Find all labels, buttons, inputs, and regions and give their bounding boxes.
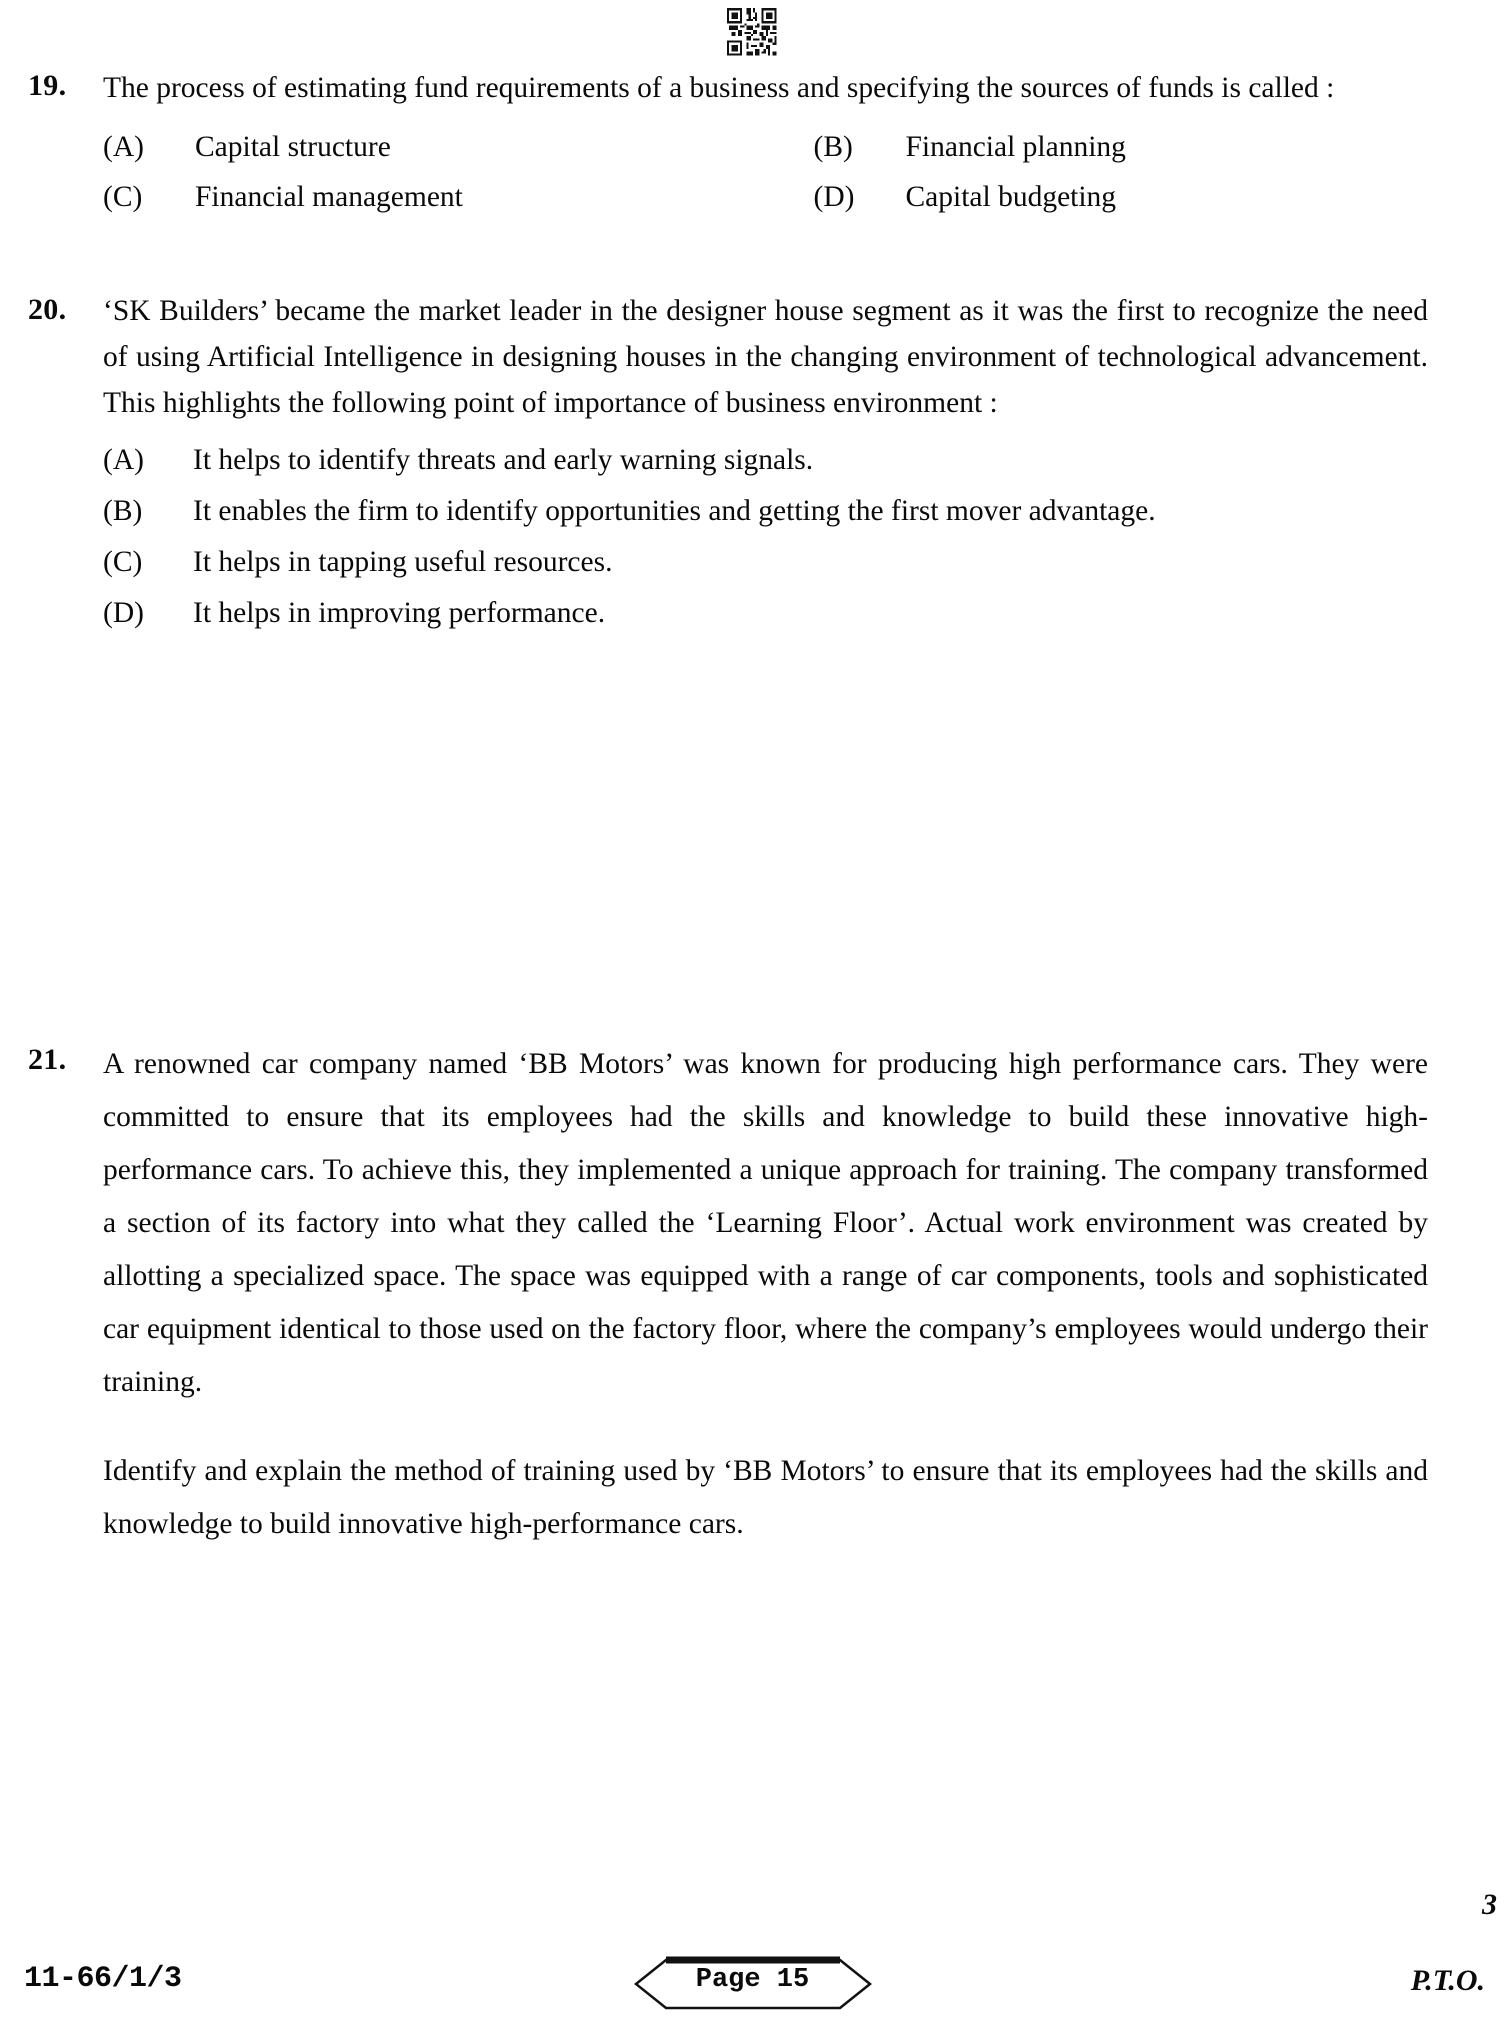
pto-label: P.T.O. [1410, 1964, 1485, 1997]
option-label: (A) [103, 131, 144, 163]
page-number-badge [632, 1956, 874, 2012]
option-label: (C) [103, 181, 143, 213]
option-c[interactable] [103, 172, 766, 222]
option-label: (A) [103, 444, 144, 476]
option-value: Financial planning [905, 131, 1126, 163]
option-value: It helps in improving performance. [193, 597, 606, 629]
question-number: 19. [28, 69, 67, 102]
option-label: (C) [103, 546, 143, 578]
options-grid [103, 122, 1428, 222]
case-study-paragraph-1: A renowned car company named ‘BB Motors’ was known for producing high performance cars. They were committed to ensure that its employees had the skills and knowledge to build these innovative high-performance cars. To achieve this, they implemented a unique approach for training. The company transformed a section of its factory into what they called the ‘Learning Floor’. Actual work environment was created by allotting a specialized space. The space was equipped with a range of car components, tools and sophisticated car equipment identical to those used on the factory floor, where the company’s employees would undergo their training. [103, 1048, 1428, 1398]
question-text: ‘SK Builders’ became the market leader in the designer house segment as it was the first to recognize the need of using Artificial Intelligence in designing houses in the changing environment of technological advancement. This highlights the following point of importance of business environment : [103, 295, 1428, 419]
option-a[interactable] [103, 436, 1428, 485]
question-block-21 [28, 1038, 1428, 1551]
option-value: It helps in tapping useful resources. [193, 546, 613, 578]
paper-code: 11-66/1/3 [24, 1962, 182, 1996]
qr-code-icon [716, 6, 792, 60]
option-label: (B) [103, 495, 143, 527]
option-a[interactable] [103, 122, 766, 172]
paragraph-spacer [103, 1409, 1428, 1445]
page-number-label: Page 15 [695, 1965, 810, 1995]
question-number: 20. [28, 293, 67, 326]
question-number: 21. [28, 1043, 67, 1076]
option-value: It helps to identify threats and early warning signals. [193, 444, 814, 476]
option-d[interactable] [766, 172, 1429, 222]
option-value: It enables the firm to identify opportunities and getting the first mover advantage. [193, 495, 1156, 527]
options-list [103, 436, 1428, 638]
option-value: Financial management [195, 181, 463, 213]
question-block-19 [28, 64, 1428, 222]
case-study-paragraph-2: Identify and explain the method of training used by ‘BB Motors’ to ensure that its employees had the skills and knowledge to build innovative high-performance cars. [103, 1455, 1428, 1540]
question-block-20 [28, 288, 1428, 640]
marks-indicator: 3 [1482, 1888, 1497, 1921]
option-value: Capital budgeting [905, 181, 1117, 213]
option-label: (B) [813, 131, 853, 163]
option-label: (D) [813, 181, 855, 213]
option-c[interactable] [103, 538, 1428, 587]
page-footer [0, 1956, 1505, 2016]
option-b[interactable] [766, 122, 1429, 172]
option-d[interactable] [103, 589, 1428, 638]
option-b[interactable] [103, 487, 1428, 536]
option-label: (D) [103, 597, 144, 629]
question-text: The process of estimating fund requirements of a business and specifying the sources of funds is called : [103, 72, 1335, 104]
option-value: Capital structure [195, 131, 391, 163]
